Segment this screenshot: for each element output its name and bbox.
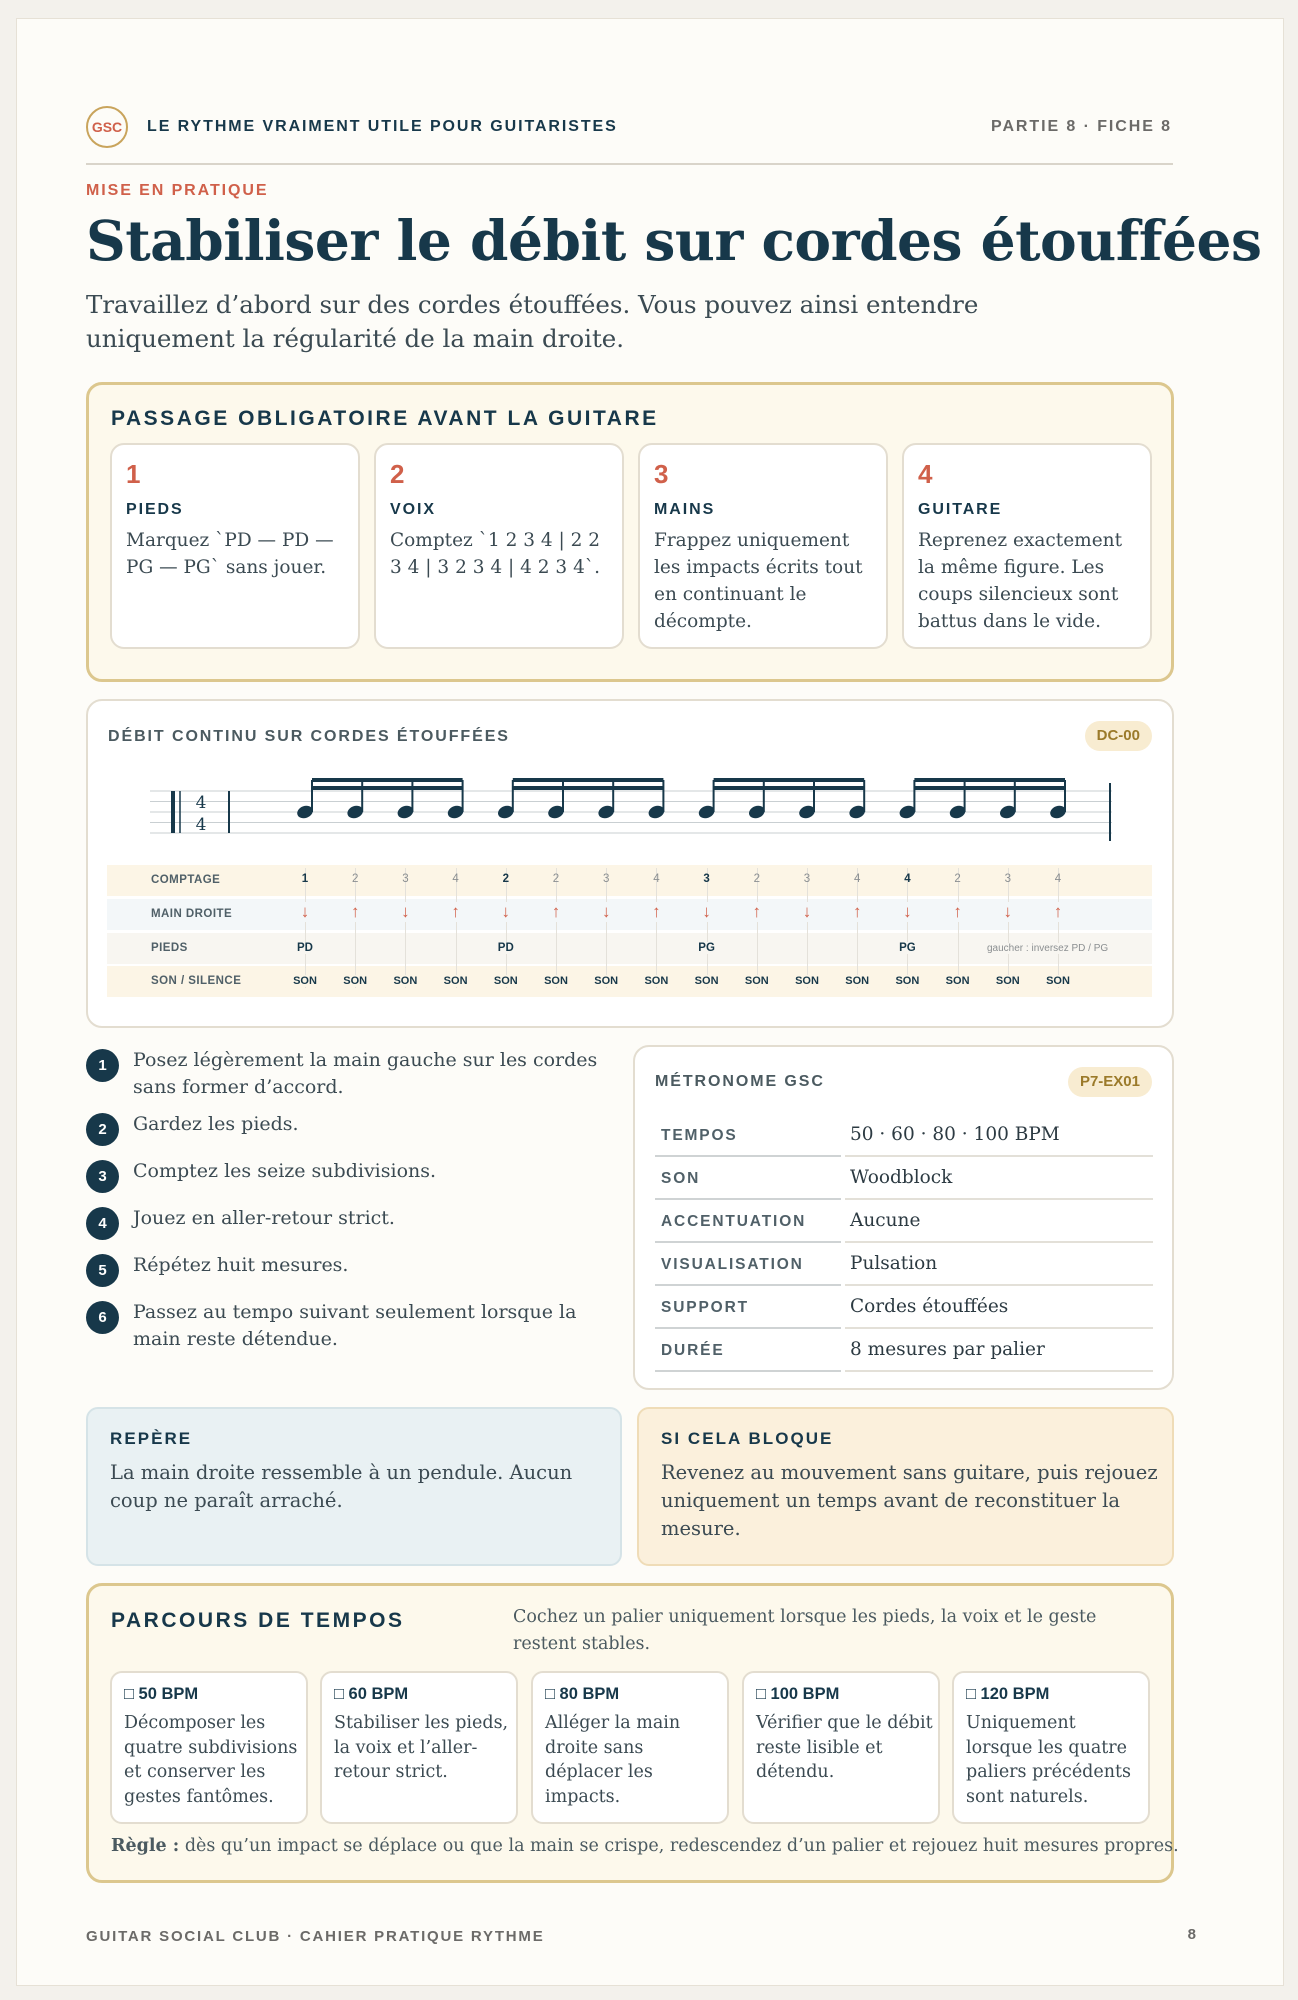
feet-cell: PD — [486, 942, 526, 954]
grid-row-label: SON / SILENCE — [151, 975, 242, 987]
count-cell: 4 — [853, 873, 861, 885]
rhythm-title: DÉBIT CONTINU SUR CORDES ÉTOUFFÉES — [108, 728, 510, 745]
header-part: PARTIE 8 · FICHE 8 — [991, 118, 1172, 135]
step-label: VOIX — [390, 501, 436, 518]
bloque-box — [637, 1407, 1174, 1566]
count-cell: 3 — [1004, 873, 1011, 885]
bloque-title: SI CELA BLOQUE — [661, 1429, 834, 1448]
metronome-key: TEMPOS — [661, 1127, 738, 1144]
stroke-arrow: ↑ — [737, 902, 777, 922]
count-cell: 2 — [552, 873, 560, 885]
count-cell: 4 — [1054, 873, 1062, 885]
grid-guide — [556, 868, 557, 988]
row-divider — [845, 1327, 1153, 1329]
count-cell: 1 — [301, 873, 309, 885]
beam-primary — [312, 778, 463, 782]
grid-row-label: PIEDS — [151, 942, 188, 954]
row-divider — [655, 1155, 841, 1157]
stroke-arrow: ↑ — [436, 902, 476, 922]
metronome-key: SON — [661, 1170, 701, 1187]
stroke-arrow: ↓ — [586, 902, 626, 922]
sound-cell: SON — [1038, 975, 1078, 987]
page-title: Stabiliser le débit sur cordes étouffées — [86, 208, 1262, 273]
metronome-value: Woodblock — [850, 1167, 953, 1188]
grid-guide — [807, 868, 808, 988]
feet-cell: PG — [887, 942, 927, 954]
grid-guide — [305, 868, 306, 988]
step-badge: 3 — [86, 1160, 119, 1193]
stroke-arrow: ↑ — [938, 902, 978, 922]
sound-cell: SON — [385, 975, 425, 987]
count-cell: 3 — [803, 873, 811, 885]
metronome-value: Aucune — [850, 1210, 921, 1231]
stroke-arrow: ↑ — [837, 902, 877, 922]
grid-guide — [405, 868, 406, 988]
grid-guide — [907, 868, 908, 988]
sound-cell: SON — [486, 975, 526, 987]
tempo-card-3[interactable] — [531, 1671, 729, 1824]
stroke-arrow: ↓ — [385, 902, 425, 922]
row-divider — [845, 1370, 1153, 1372]
tempo-card-5[interactable] — [952, 1671, 1150, 1824]
count-cell: 2 — [351, 873, 359, 885]
stroke-arrow: ↑ — [335, 902, 375, 922]
sound-cell: SON — [687, 975, 727, 987]
step-label: MAINS — [654, 501, 716, 518]
stroke-arrow: ↑ — [1038, 902, 1078, 922]
beam-primary — [914, 778, 1065, 782]
metronome-value: Pulsation — [850, 1253, 938, 1274]
feet-note: gaucher : inversez PD / PG — [987, 943, 1109, 954]
stroke-arrow: ↓ — [887, 902, 927, 922]
step-number: 1 — [126, 459, 141, 489]
step-badge: 4 — [86, 1207, 119, 1240]
step-number: 2 — [390, 459, 405, 489]
metronome-badge: P7-EX01 — [1068, 1067, 1152, 1097]
metronome-key: DURÉE — [661, 1342, 725, 1359]
metronome-value: Cordes étouffées — [850, 1296, 1009, 1317]
tempo-text: Vérifier que le débit reste lisible et détendu. — [756, 1713, 933, 1782]
count-cell: 3 — [402, 873, 409, 885]
instruction-text: Passez au tempo suivant seulement lorsque la main reste détendue. — [133, 1301, 577, 1350]
beam-primary — [714, 778, 865, 782]
repere-text: La main droite ressemble à un pendule. Aucun coup ne paraît arraché. — [110, 1461, 573, 1512]
tempo-checkbox-label[interactable]: □ 100 BPM — [756, 1685, 840, 1703]
stroke-arrow: ↓ — [486, 902, 526, 922]
metronome-value: 8 mesures par palier — [850, 1339, 1045, 1360]
step-text: Frappez uniquement les impacts écrits tout en continuant le décompte. — [654, 530, 863, 632]
stroke-arrow: ↓ — [687, 902, 727, 922]
sound-cell: SON — [285, 975, 325, 987]
metronome-key: VISUALISATION — [661, 1256, 804, 1273]
tempo-text: Stabiliser les pieds, la voix et l’aller-retour strict. — [334, 1713, 509, 1782]
sound-cell: SON — [837, 975, 877, 987]
bloque-text: Revenez au mouvement sans guitare, puis rejouez uniquement un temps avant de reconstituer la mesure. — [661, 1461, 1158, 1540]
repeat-bar — [171, 791, 175, 833]
tempo-card-1[interactable] — [110, 1671, 308, 1824]
grid-row-label: MAIN DROITE — [151, 908, 233, 920]
parcours-note: Cochez un palier uniquement lorsque les pieds, la voix et le geste restent stables. — [513, 1607, 1097, 1654]
stroke-arrow: ↑ — [636, 902, 676, 922]
feet-cell: PD — [285, 942, 325, 954]
repere-box — [86, 1407, 622, 1566]
grid-guide — [707, 868, 708, 988]
step-badge: 6 — [86, 1301, 119, 1334]
metronome-key: SUPPORT — [661, 1299, 749, 1316]
beam-secondary — [914, 786, 1065, 790]
step-number: 3 — [654, 459, 669, 489]
kicker: MISE EN PRATIQUE — [86, 182, 269, 199]
row-divider — [845, 1198, 1153, 1200]
count-cell: 2 — [502, 873, 509, 885]
stroke-arrow: ↓ — [988, 902, 1028, 922]
sound-cell: SON — [787, 975, 827, 987]
tempo-card-2[interactable] — [320, 1671, 518, 1824]
grid-guide — [656, 868, 657, 988]
step-label: GUITARE — [918, 501, 1003, 518]
instruction-text: Jouez en aller-retour strict. — [133, 1207, 395, 1229]
tempo-card-4[interactable] — [742, 1671, 940, 1824]
sound-cell: SON — [436, 975, 476, 987]
tempo-checkbox-label[interactable]: □ 120 BPM — [966, 1685, 1050, 1703]
instruction-text: Gardez les pieds. — [133, 1113, 299, 1135]
count-cell: 4 — [452, 873, 459, 885]
step-number: 4 — [918, 459, 933, 489]
sound-cell: SON — [586, 975, 626, 987]
tempo-checkbox-label[interactable]: □ 60 BPM — [334, 1685, 409, 1703]
row-divider — [655, 1241, 841, 1243]
parcours-title: PARCOURS DE TEMPOS — [111, 1609, 405, 1632]
beam-secondary — [312, 786, 463, 790]
step-label: PIEDS — [126, 501, 184, 518]
instruction-text: Comptez les seize subdivisions. — [133, 1160, 437, 1182]
time-sig-top: 4 — [195, 793, 207, 813]
instruction-text: Posez légèrement la main gauche sur les cordes sans former d’accord. — [133, 1049, 598, 1098]
count-cell: 2 — [753, 873, 760, 885]
instruction-text: Répétez huit mesures. — [133, 1254, 349, 1276]
tempo-checkbox-label[interactable]: □ 50 BPM — [124, 1685, 199, 1703]
beam-primary — [513, 778, 664, 782]
sound-cell: SON — [938, 975, 978, 987]
tempo-text: Alléger la main droite sans déplacer les impacts. — [545, 1713, 681, 1807]
repere-title: REPÈRE — [110, 1429, 193, 1448]
grid-guide — [506, 868, 507, 988]
time-sig-bottom: 4 — [195, 815, 207, 835]
footer-left: GUITAR SOCIAL CLUB · CAHIER PRATIQUE RYTHME — [86, 1928, 545, 1945]
row-divider — [655, 1284, 841, 1286]
metronome-card — [633, 1045, 1174, 1390]
count-cell: 3 — [602, 873, 610, 885]
beam-secondary — [513, 786, 664, 790]
tempo-checkbox-label[interactable]: □ 80 BPM — [545, 1685, 620, 1703]
passage-title: PASSAGE OBLIGATOIRE AVANT LA GUITARE — [111, 407, 659, 430]
stroke-arrow: ↓ — [787, 902, 827, 922]
metronome-title: MÉTRONOME GSC — [655, 1073, 825, 1090]
sound-cell: SON — [988, 975, 1028, 987]
feet-cell: PG — [687, 942, 727, 954]
sound-cell: SON — [737, 975, 777, 987]
page-number: 8 — [1187, 1926, 1196, 1943]
row-divider — [655, 1198, 841, 1200]
count-cell: 4 — [653, 873, 660, 885]
tempo-text: Uniquement lorsque les quatre paliers précédents sont naturels. — [966, 1713, 1132, 1807]
grid-guide — [757, 868, 758, 988]
grid-guide — [857, 868, 858, 988]
grid-guide — [958, 868, 959, 988]
step-text: Marquez `PD — PD — PG — PG` sans jouer. — [126, 530, 334, 578]
metronome-value: 50 · 60 · 80 · 100 BPM — [850, 1124, 1060, 1145]
parcours-rule — [111, 1836, 1179, 1856]
step-text: Comptez `1 2 3 4 | 2 2 3 4 | 3 2 3 4 | 4 2 3 4`. — [390, 530, 601, 578]
grid-guide — [606, 868, 607, 988]
tempo-text: Décomposer les quatre subdivisions et conserver les gestes fantômes. — [124, 1713, 298, 1807]
step-badge: 1 — [86, 1049, 119, 1082]
grid-guide — [456, 868, 457, 988]
grid-guide — [355, 868, 356, 988]
grid-guide — [1008, 868, 1009, 988]
sound-cell: SON — [636, 975, 676, 987]
lead-paragraph: Travaillez d’abord sur des cordes étouffées. Vous pouvez ainsi entendre uniquement la régularité de la main droite. — [86, 290, 979, 353]
row-divider — [845, 1155, 1153, 1157]
sound-cell: SON — [536, 975, 576, 987]
grid-guide — [1058, 868, 1059, 988]
row-divider — [845, 1284, 1153, 1286]
count-cell: 4 — [904, 873, 911, 885]
row-divider — [845, 1241, 1153, 1243]
step-badge: 2 — [86, 1113, 119, 1146]
step-text: Reprenez exactement la même figure. Les coups silencieux sont battus dans le vide. — [918, 530, 1122, 632]
count-cell: 2 — [954, 873, 961, 885]
count-cell: 3 — [703, 873, 710, 885]
gsc-logo: GSC — [86, 106, 128, 148]
sound-cell: SON — [887, 975, 927, 987]
stroke-arrow: ↑ — [536, 902, 576, 922]
metronome-key: ACCENTUATION — [661, 1213, 807, 1230]
row-divider — [655, 1327, 841, 1329]
row-divider — [655, 1370, 841, 1372]
rule-label: Règle : — [111, 1836, 180, 1856]
step-badge: 5 — [86, 1254, 119, 1287]
grid-row-label: COMPTAGE — [151, 874, 221, 886]
sound-cell: SON — [335, 975, 375, 987]
header-title: LE RYTHME VRAIMENT UTILE POUR GUITARISTES — [147, 118, 618, 135]
rhythm-badge: DC-00 — [1085, 721, 1152, 751]
beam-secondary — [714, 786, 865, 790]
stroke-arrow: ↓ — [285, 902, 325, 922]
rule-text: dès qu’un impact se déplace ou que la main se crispe, redescendez d’un palier et rejouez huit mesures propres. — [184, 1836, 1179, 1856]
